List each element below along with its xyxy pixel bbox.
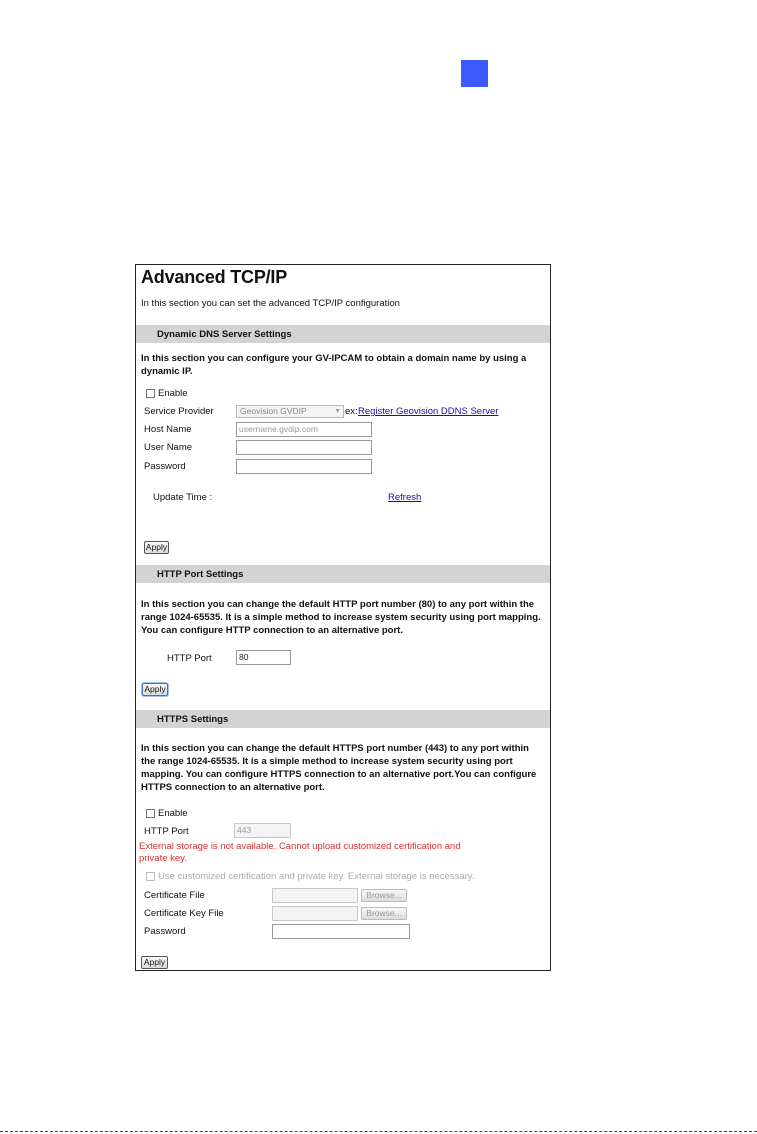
- https-section-title: HTTPS Settings: [157, 714, 229, 725]
- http-section-title: HTTP Port Settings: [157, 569, 244, 580]
- service-provider-label: Service Provider: [144, 406, 214, 417]
- page-intro: In this section you can set the advanced TCP/IP configuration: [141, 298, 400, 309]
- https-enable-checkbox[interactable]: [146, 809, 155, 818]
- certificate-key-file-label: Certificate Key File: [144, 908, 224, 919]
- http-port-label: HTTP Port: [167, 653, 212, 664]
- ddns-section-header: [136, 325, 550, 343]
- ddns-password-label: Password: [144, 461, 186, 472]
- user-name-input[interactable]: [236, 440, 372, 455]
- external-storage-error: External storage is not available. Cannot upload customized certification and private key.: [139, 841, 461, 864]
- page-title: Advanced TCP/IP: [141, 267, 288, 287]
- host-name-input[interactable]: [236, 422, 372, 437]
- https-password-input[interactable]: [272, 924, 410, 939]
- bottom-divider: [0, 1131, 757, 1132]
- register-ddns-link[interactable]: Register Geovision DDNS Server: [358, 406, 499, 417]
- ddns-enable-label: Enable: [158, 388, 188, 399]
- http-description: In this section you can change the default HTTP port number (80) to any port within the range 1024-65535. It is a simple method to increase system security using port mapping. You can configure HTTP connection to an alternative port.: [141, 599, 541, 636]
- custom-cert-label: Use customized certification and private key. External storage is necessary.: [158, 871, 475, 882]
- example-prefix: ex:: [345, 406, 358, 417]
- ddns-description: In this section you can configure your GV-IPCAM to obtain a domain name by using a dynamic IP.: [141, 353, 527, 377]
- https-description: In this section you can change the default HTTPS port number (443) to any port within the range 1024-65535. It is a simple method to increase system security using port mapping. You can configure HTTPS connection to an alternative port.You can configure HTTPS connection to an alternative port.: [141, 743, 537, 793]
- http-apply-button[interactable]: Apply: [142, 683, 168, 696]
- http-section-header: [136, 565, 550, 583]
- advanced-tcpip-panel: [135, 264, 551, 971]
- ddns-apply-button[interactable]: Apply: [145, 542, 168, 552]
- update-time-label: Update Time :: [153, 492, 213, 503]
- https-port-input[interactable]: 443: [234, 823, 291, 838]
- refresh-link[interactable]: Refresh: [388, 492, 422, 503]
- https-password-label: Password: [144, 926, 186, 937]
- https-apply-button[interactable]: Apply: [141, 956, 168, 969]
- certificate-file-input[interactable]: [272, 888, 358, 903]
- user-name-label: User Name: [144, 442, 193, 453]
- host-name-label: Host Name: [144, 424, 192, 435]
- https-port-label: HTTP Port: [144, 826, 189, 837]
- page-marker-square: [461, 60, 488, 87]
- https-enable-label: Enable: [158, 808, 188, 819]
- service-provider-select[interactable]: [236, 405, 344, 418]
- certificate-key-browse-button[interactable]: Browse...: [361, 907, 407, 920]
- host-name-placeholder: username.gvdip.com: [239, 424, 318, 434]
- custom-cert-checkbox[interactable]: [146, 872, 155, 881]
- certificate-file-label: Certificate File: [144, 890, 205, 901]
- ddns-section-title: Dynamic DNS Server Settings: [157, 329, 292, 340]
- ddns-password-input[interactable]: [236, 459, 372, 474]
- certificate-browse-button[interactable]: Browse...: [361, 889, 407, 902]
- https-section-header: [136, 710, 550, 728]
- chevron-down-icon: ▼: [334, 408, 341, 415]
- service-provider-value: Geovision GVDIP: [240, 406, 307, 416]
- ddns-enable-checkbox[interactable]: [146, 389, 155, 398]
- http-port-input[interactable]: 80: [236, 650, 291, 665]
- certificate-key-file-input[interactable]: [272, 906, 358, 921]
